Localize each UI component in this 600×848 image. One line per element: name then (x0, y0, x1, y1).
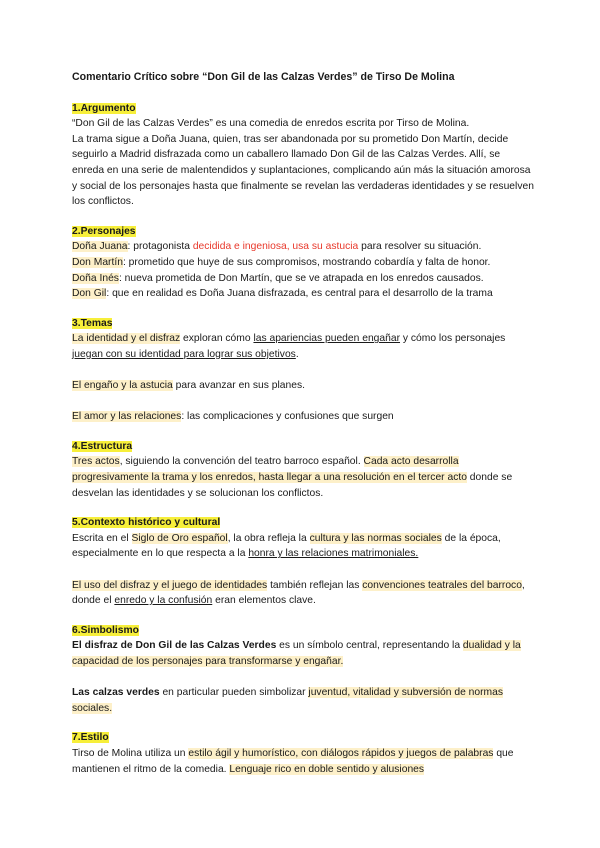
text-run: es un símbolo central, representando la (276, 640, 463, 652)
heading-highlight: 6.Simbolismo (72, 624, 139, 636)
section-heading (72, 316, 534, 332)
highlight: convenciones teatrales del barroco (362, 579, 522, 591)
bold-text: El disfraz de Don Gil de las Calzas Verdes (72, 640, 277, 652)
section-temas (72, 316, 534, 425)
highlight: cultura y las normas sociales (309, 532, 442, 544)
section-estructura (72, 439, 534, 501)
red-text: decidida e ingeniosa, usa su astucia (192, 241, 359, 253)
highlight: Lenguaje rico en doble sentido y alusiones (229, 763, 425, 775)
highlight: Siglo de Oro español (131, 532, 228, 544)
paragraph (72, 378, 534, 394)
text-run: : que en realidad es Doña Juana disfrazada, es central para el desarrollo de la trama (106, 288, 493, 300)
section-heading (72, 515, 534, 531)
text-run: , siguiendo la convención del teatro barroco español. (119, 456, 364, 468)
paragraph (72, 685, 534, 716)
section-contexto (72, 515, 534, 609)
text-run: y cómo los personajes (400, 333, 506, 345)
heading-highlight: 7.Estilo (72, 732, 109, 744)
character-name: Doña Inés (72, 272, 119, 284)
section-personajes (72, 224, 534, 302)
text-run: eran elementos clave. (212, 595, 316, 607)
document-body (72, 70, 534, 777)
text-run: exploran cómo (180, 333, 254, 345)
paragraph (72, 746, 534, 777)
character-line (72, 271, 534, 287)
section-heading (72, 439, 534, 455)
text-run: : las complicaciones y confusiones que surgen (181, 411, 394, 423)
section-argumento (72, 101, 534, 210)
highlight: Tres actos (72, 456, 120, 468)
text-run: , la obra refleja la (227, 532, 310, 544)
heading-highlight: 2.Personajes (72, 225, 136, 237)
highlight: La identidad y el disfraz (72, 333, 181, 345)
paragraph: La trama sigue a Doña Juana, quien, tras ser abandonada por su prometido Don Martín, decide seguirlo a Madrid disfrazada como un caballero llamado Don Gil de las Calzas Verdes. Allí, se enreda en una serie de malentendidos y suplantaciones, complicando aún más la situación amorosa y social de los personajes hasta que finalmente se revelan las verdaderas identidades y se resuelven los conflictos. (72, 133, 534, 208)
heading-highlight: 3.Temas (72, 317, 113, 329)
text-run: Escrita en el (72, 532, 132, 544)
character-name: Don Gil (72, 288, 107, 300)
paragraph: “Don Gil de las Calzas Verdes” es una comedia de enredos escrita por Tirso de Molina. (72, 118, 470, 130)
highlight: Cada acto desarrolla progresivamente la trama y los enredos, hasta llegar a una resolución en el tercer acto (72, 456, 467, 484)
character-line (72, 239, 534, 255)
paragraph (72, 578, 534, 609)
paragraph (72, 454, 534, 501)
heading-highlight: 5.Contexto histórico y cultural (72, 517, 221, 529)
text-run: también reflejan las (267, 579, 363, 591)
paragraph (72, 331, 534, 362)
underline: honra y las relaciones matrimoniales. (248, 548, 419, 560)
section-heading (72, 224, 534, 240)
underline: las apariencias pueden engañar (253, 333, 401, 345)
section-heading (72, 623, 534, 639)
underline: juegan con su identidad para lograr sus objetivos (72, 348, 296, 360)
highlight: estilo ágil y humorístico, con diálogos rápidos y juegos de palabras (188, 747, 494, 759)
text-run: para avanzar en sus planes. (172, 380, 305, 392)
page-title: Comentario Crítico sobre “Don Gil de las Calzas Verdes” de Tirso De Molina (72, 71, 455, 83)
text-run: donde se desvelan las identidades y se solucionan los conflictos. (72, 472, 513, 499)
section-simbolismo (72, 623, 534, 717)
paragraph (72, 638, 534, 669)
section-heading (72, 101, 534, 117)
bold-text: Las calzas verdes (72, 687, 160, 699)
text-run: para resolver su situación. (358, 241, 482, 253)
highlight: El uso del disfraz y el juego de identidades (72, 579, 268, 591)
section-estilo (72, 730, 534, 777)
highlight: juventud, vitalidad y subversión de normas sociales. (72, 687, 504, 714)
text-run: de la época, especialmente en lo que respecta a la (72, 532, 501, 560)
highlight: El amor y las relaciones (72, 411, 182, 423)
underline: enredo y la confusión (114, 595, 213, 607)
highlight: El engaño y la astucia (72, 380, 173, 392)
text-run: . (295, 348, 299, 360)
text-run: que mantienen el ritmo de la comedia. (72, 747, 514, 775)
text-run: : nueva prometida de Don Martín, que se ve atrapada en los enredos causados. (118, 272, 484, 284)
character-name: Don Martín (72, 256, 123, 268)
section-heading (72, 730, 534, 746)
character-line (72, 286, 534, 302)
character-name: Doña Juana (72, 241, 128, 253)
text-run: Tirso de Molina utiliza un (72, 747, 189, 759)
character-line (72, 255, 534, 271)
text-run: , donde el (72, 579, 525, 607)
text-run: : prometido que huye de sus compromisos, mostrando cobardía y falta de honor. (122, 256, 491, 268)
text-run: en particular pueden simbolizar (159, 687, 309, 699)
heading-highlight: 4.Estructura (72, 440, 133, 452)
highlight: dualidad y la capacidad de los personajes para transformarse y engañar. (72, 640, 521, 667)
paragraph (72, 409, 534, 425)
heading-highlight: 1.Argumento (72, 102, 136, 114)
paragraph (72, 531, 534, 562)
text-run: : protagonista (127, 241, 193, 253)
